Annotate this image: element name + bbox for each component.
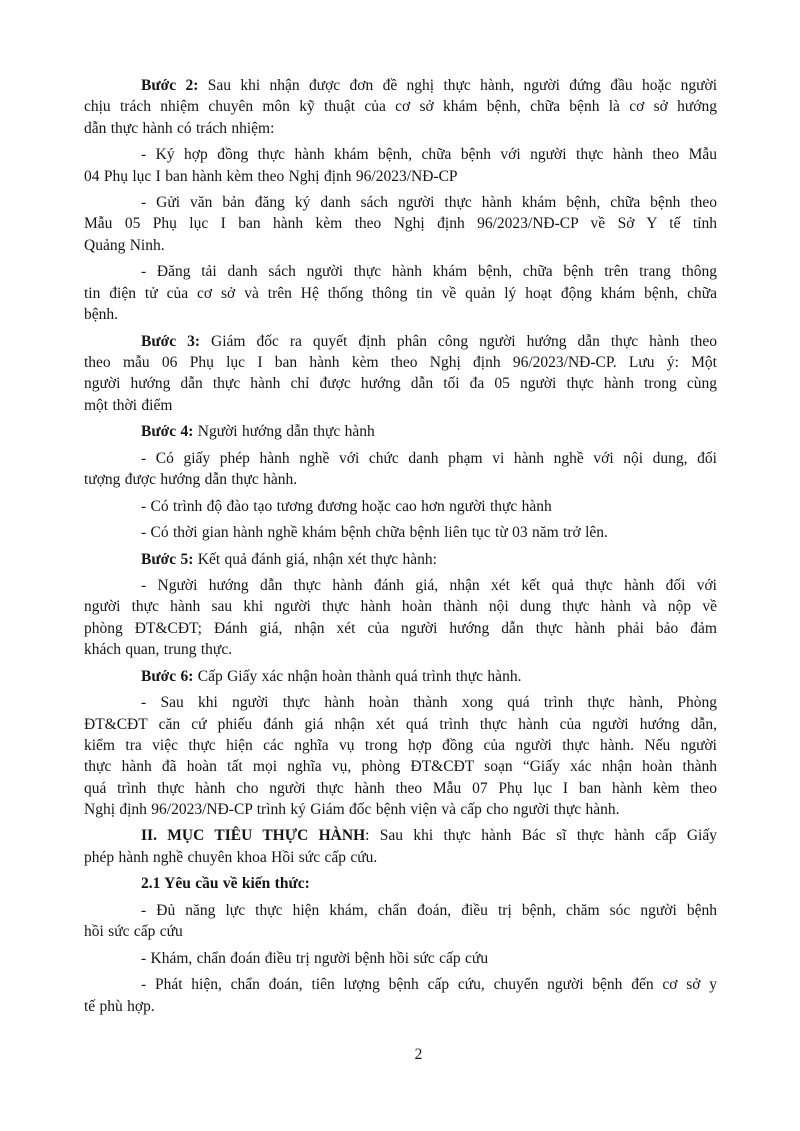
paragraph [84,261,717,325]
paragraph [84,192,717,256]
text-run: Người hướng dẫn thực hành [193,423,375,441]
text-run: : Sau khi thực hành Bác sĩ thực hành cấp Giấy [365,827,717,845]
text-run: ĐT&CĐT căn cứ phiếu đánh giá nhận xét quá trình thực hành của người hướng dẫn, [84,715,717,733]
text-line [84,304,717,325]
text-line [84,900,717,921]
bold-run: Bước 4: [141,423,194,441]
text-run: - Khám, chẩn đoán điều trị người bệnh hồi sức cấp cứu [141,949,489,967]
text-line [84,692,717,713]
text-line [84,666,717,687]
bold-run: Bước 2: [141,77,199,94]
text-line [84,448,717,469]
text-run: Quảng Ninh. [84,236,165,254]
text-line [84,847,717,868]
paragraph [84,331,717,416]
text-run: - Có giấy phép hành nghề với chức danh phạm vi hành nghề với nội dung, đối [141,449,717,467]
text-run: - Người hướng dẫn thực hành đánh giá, nhận xét kết quả thực hành đối với [141,577,717,595]
bold-run: Bước 5: [141,550,194,568]
text-line [84,996,717,1017]
text-run: Giám đốc ra quyết định phân công người hướng dẫn thực hành theo [200,332,717,350]
text-line [84,96,717,117]
text-line [84,948,717,969]
text-run: kiểm tra việc thực hiện các nghĩa vụ trong hợp đồng của người thực hành. Nếu người [84,736,717,754]
text-line [84,921,717,942]
text-line [84,283,717,304]
text-line [84,496,717,517]
text-run: người hướng dẫn thực hành chỉ được hướng dẫn tối đa 05 người thực hành trong cùng [84,375,717,393]
document-body [84,75,717,1022]
text-run: - Có trình độ đào tạo tương đương hoặc cao hơn người thực hành [141,497,552,515]
text-line [84,974,717,995]
text-run: - Phát hiện, chẩn đoán, tiên lượng bệnh cấp cứu, chuyển người bệnh đến cơ sở y [141,976,717,994]
text-line [84,575,717,596]
text-line [84,618,717,639]
text-line [84,235,717,256]
text-line [84,799,717,820]
text-run: - Sau khi người thực hành hoàn thành xong quá trình thực hành, Phòng [141,694,717,712]
text-line [84,352,717,373]
text-line [84,213,717,234]
text-line [84,639,717,660]
text-line [84,395,717,416]
text-run: dẫn thực hành có trách nhiệm: [84,119,275,137]
paragraph [84,75,717,139]
paragraph [84,948,717,969]
text-line [84,373,717,394]
text-run: theo mẫu 06 Phụ lục I ban hành kèm theo Nghị định 96/2023/NĐ-CP. Lưu ý: Một [84,353,717,371]
paragraph [84,825,717,868]
text-run: - Gửi văn bản đăng ký danh sách người thực hành khám bệnh, chữa bệnh theo [141,194,717,212]
paragraph [84,666,717,687]
text-run: tế phù hợp. [84,997,155,1015]
paragraph [84,692,717,820]
text-line [84,166,717,187]
paragraph [84,522,717,543]
text-line [84,192,717,213]
paragraph [84,900,717,943]
text-run: thực hành đã hoàn tất mọi nghĩa vụ, phòng ĐT&CĐT soạn “Giấy xác nhận hoàn thành [84,758,717,776]
text-line [84,469,717,490]
text-run: khách quan, trung thực. [84,641,233,659]
text-run: tin điện tử của cơ sở và trên Hệ thống thông tin về quản lý hoạt động khám bệnh, chữa [84,284,717,302]
paragraph [84,421,717,442]
text-line [84,118,717,139]
text-line [84,421,717,442]
text-line [84,873,717,894]
text-line [84,756,717,777]
text-run: - Ký hợp đồng thực hành khám bệnh, chữa bệnh với người thực hành theo Mẫu [141,146,717,164]
text-run: Sau khi nhận được đơn đề nghị thực hành, người đứng đầu hoặc người [198,77,717,94]
text-run: - Có thời gian hành nghề khám bệnh chữa bệnh liên tục từ 03 năm trở lên. [141,524,608,542]
text-line [84,596,717,617]
text-run: Mẫu 05 Phụ lục I ban hành kèm theo Nghị định 96/2023/NĐ-CP về Sở Y tế tỉnh [84,215,717,233]
text-run: người thực hành sau khi người thực hành hoàn thành nội dung thực hành và nộp về [84,598,717,616]
paragraph [84,575,717,660]
bold-run: Bước 6: [141,667,194,685]
text-run: 04 Phụ lục I ban hành kèm theo Nghị định 96/2023/NĐ-CP [84,167,458,185]
text-run: - Đủ năng lực thực hiện khám, chẩn đoán, điều trị bệnh, chăm sóc người bệnh [141,901,717,919]
text-line [84,144,717,165]
text-run: phòng ĐT&CĐT; Đánh giá, nhận xét của người hướng dẫn thực hành phải bảo đảm [84,619,717,637]
bold-run: II. MỤC TIÊU THỰC HÀNH [141,827,366,845]
page-number: 2 [414,1046,423,1063]
paragraph [84,549,717,570]
paragraph [84,974,717,1017]
text-line [84,522,717,543]
bold-run: 2.1 Yêu cầu về kiến thức: [141,875,310,893]
text-line [84,714,717,735]
text-line [84,549,717,570]
text-run: Cấp Giấy xác nhận hoàn thành quá trình thực hành. [193,667,522,685]
text-run: tượng được hướng dẫn thực hành. [84,470,298,488]
text-run: một thời điểm [84,396,173,414]
text-run: Nghị định 96/2023/NĐ-CP trình ký Giám đốc bệnh viện và cấp cho người thực hành. [84,800,620,818]
text-line [84,825,717,846]
paragraph [84,144,717,187]
text-run: - Đăng tải danh sách người thực hành khám bệnh, chữa bệnh trên trang thông [141,263,717,281]
paragraph [84,873,717,894]
text-run: Kết quả đánh giá, nhận xét thực hành: [193,550,437,568]
text-run: hồi sức cấp cứu [84,923,183,941]
text-line [84,331,717,352]
text-run: bệnh. [84,306,119,323]
text-run: chịu trách nhiệm chuyên môn kỹ thuật của cơ sở khám bệnh, chữa bệnh là cơ sở hướng [84,98,717,116]
text-line [84,735,717,756]
text-line [84,261,717,282]
bold-run: Bước 3: [141,332,201,350]
text-run: quá trình thực hành cho người thực hành theo Mẫu 07 Phụ lục I ban hành kèm theo [84,779,717,797]
text-line [84,75,717,96]
text-line [84,778,717,799]
paragraph [84,448,717,491]
paragraph [84,496,717,517]
text-run: phép hành nghề chuyên khoa Hồi sức cấp cứu. [84,848,378,866]
